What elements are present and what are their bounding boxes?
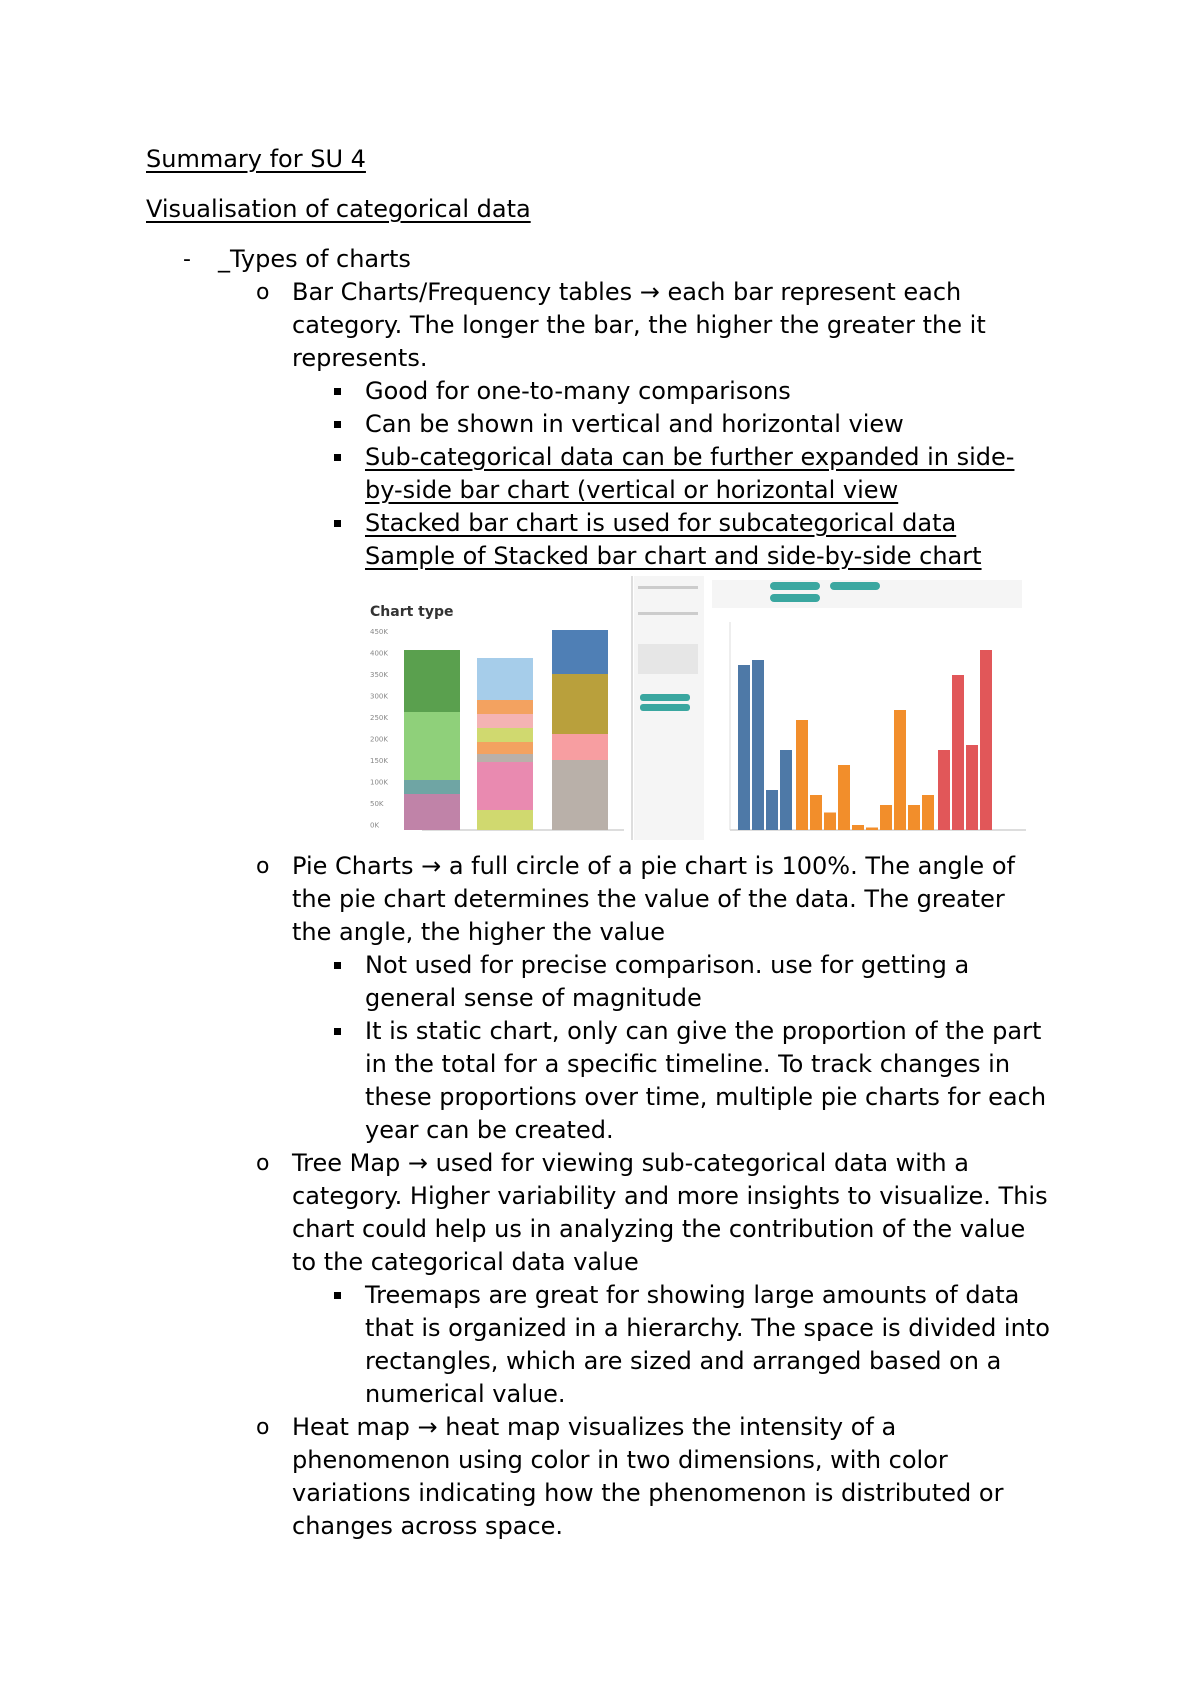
stacked-segment [477,742,533,754]
square-bullet-icon [334,421,341,428]
circle-marker: o [256,854,270,879]
section-heading: Visualisation of categorical data [146,195,531,223]
stacked-segment [477,810,533,830]
stacked-segment [477,754,533,762]
stacked-y-tick: 100K [370,778,388,787]
stacked-y-tick: 0K [370,821,380,830]
sbs-bar [796,720,808,830]
sbs-bar [894,710,906,830]
tree-bullet-1-line-2: that is organized in a hierarchy. The space is divided into [365,1314,1050,1342]
sbs-bar [838,765,850,830]
square-bullet-icon [334,388,341,395]
stacked-y-tick: 450K [370,628,388,636]
stacked-segment [404,650,460,712]
bar-bullet-3-line-1: Sub-categorical data can be further expanded in side- [365,443,1015,471]
shelf-pill [830,582,880,590]
sbs-bar [738,665,750,830]
stacked-y-tick: 400K [370,649,388,658]
stacked-segment [477,658,533,700]
sbs-bar [852,825,864,830]
sample-charts-figure [362,572,1032,842]
panel-line [638,612,698,615]
sbs-bar [938,750,950,830]
panel-pill [640,704,690,711]
stacked-segment [552,674,608,734]
square-bullet-icon [334,520,341,527]
sbs-bar [922,795,934,830]
tree-line-2: category. Higher variability and more insights to visualize. This [292,1182,1048,1210]
bar-bullet-2: Can be shown in vertical and horizontal view [365,410,904,438]
pie-bullet-2-line-1: It is static chart, only can give the proportion of the part [365,1017,1042,1045]
sbs-bar [810,795,822,830]
square-bullet-icon [334,962,341,969]
pie-bullet-2-line-4: year can be created. [365,1116,614,1144]
pie-bullet-1-line-1: Not used for precise comparison. use for getting a [365,951,970,979]
sbs-bar [980,650,992,830]
pie-bullet-1-line-2: general sense of magnitude [365,984,702,1012]
square-bullet-icon [334,1292,341,1299]
bar-bullet-1: Good for one-to-many comparisons [365,377,791,405]
shelf-pill [770,582,820,590]
stacked-segment [477,762,533,810]
square-bullet-icon [334,1028,341,1035]
square-bullet-icon [334,454,341,461]
pie-line-3: the angle, the higher the value [292,918,666,946]
bar-line-1: Bar Charts/Frequency tables → each bar represent each [292,278,962,306]
bar-bullet-3-line-2: by-side bar chart (vertical or horizontal view [365,476,899,504]
heat-line-1: Heat map → heat map visualizes the intensity of a [292,1413,897,1441]
document-title [146,143,438,176]
stacked-segment [404,712,460,780]
stacked-segment [477,728,533,742]
types-of-charts-item: _Types of charts [218,245,411,273]
pie-line-1: Pie Charts → a full circle of a pie chart is 100%. The angle of [292,852,1015,880]
pie-bullet-2-line-3: these proportions over time, multiple pie charts for each [365,1083,1047,1111]
bar-line-3: represents. [292,344,428,372]
bar-bullet-4-line-2: Sample of Stacked bar chart and side-by-side chart [365,542,982,570]
stacked-y-tick: 300K [370,692,388,701]
panel-box [638,644,698,674]
stacked-segment [477,700,533,714]
sbs-bar [766,790,778,830]
pie-line-2: the pie chart determines the value of the data. The greater [292,885,1005,913]
sbs-bar [966,745,978,830]
tree-bullet-1-line-4: numerical value. [365,1380,566,1408]
heat-line-3: variations indicating how the phenomenon is distributed or [292,1479,1004,1507]
heat-line-4: changes across space. [292,1512,564,1540]
dash-marker: - [183,247,191,272]
sbs-bar [824,813,836,831]
title-text: Summary for SU 4 [146,145,366,173]
bar-bullet-4-line-1: Stacked bar chart is used for subcategorical data [365,509,957,537]
tree-bullet-1-line-3: rectangles, which are sized and arranged based on a [365,1347,1002,1375]
tree-bullet-1-line-1: Treemaps are great for showing large amounts of data [365,1281,1020,1309]
stacked-y-tick: 250K [370,714,388,722]
pie-bullet-2-line-2: in the total for a specific timeline. To track changes in [365,1050,1011,1078]
sbs-bar [752,660,764,830]
bar-line-2: category. The longer the bar, the higher the greater the it [292,311,986,339]
tree-line-1: Tree Map → used for viewing sub-categorical data with a [292,1149,969,1177]
stacked-y-tick: 150K [370,757,388,765]
panel-pill [640,694,690,701]
circle-marker: o [256,280,270,305]
stacked-y-tick: 50K [370,800,384,808]
panel-line [638,586,698,589]
stacked-y-tick: 350K [370,671,388,679]
sbs-bar [908,805,920,830]
stacked-segment [552,760,608,830]
stacked-chart-title: Chart type [370,604,454,620]
tree-line-3: chart could help us in analyzing the contribution of the value [292,1215,1026,1243]
tree-line-4: to the categorical data value [292,1248,639,1276]
sbs-bar [952,675,964,830]
shelf-pill [770,594,820,602]
circle-marker: o [256,1415,270,1440]
title-underline [366,145,438,173]
heat-line-2: phenomenon using color in two dimensions, with color [292,1446,948,1474]
sbs-bar [780,750,792,830]
circle-marker: o [256,1151,270,1176]
stacked-segment [552,630,608,674]
sbs-bar [866,828,878,831]
stacked-segment [404,780,460,794]
stacked-y-tick: 200K [370,735,388,744]
stacked-segment [477,714,533,728]
stacked-segment [404,794,460,830]
stacked-segment [552,734,608,760]
sbs-bar [880,805,892,830]
